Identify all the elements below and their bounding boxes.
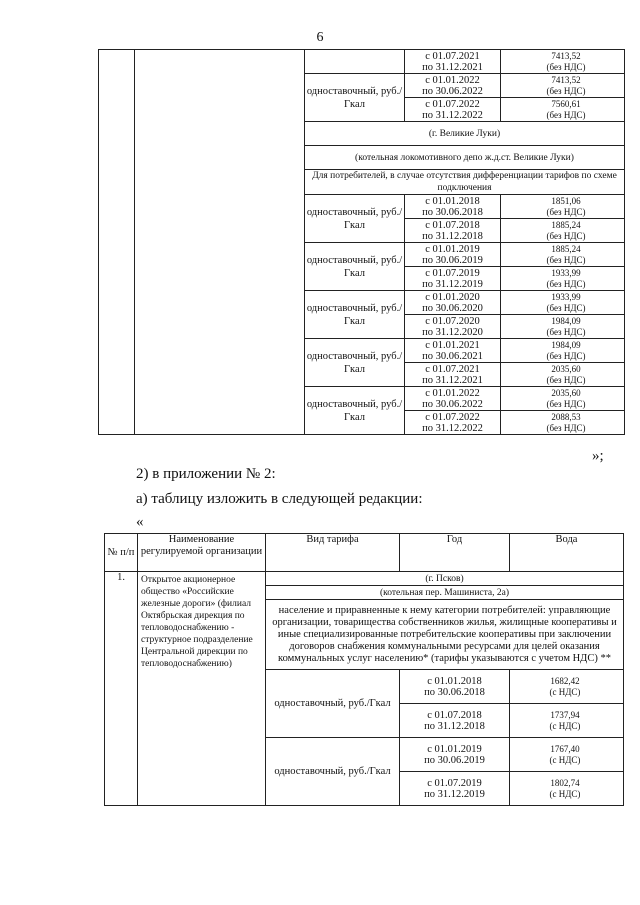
value-cell: 1984,09 (без НДС) xyxy=(501,315,625,339)
period-cell: с 01.01.2019 по 30.06.2019 xyxy=(400,738,510,772)
tariff-type-cell: одноставочный, руб./Гкал xyxy=(266,738,400,806)
period-cell: с 01.07.2018 по 31.12.2018 xyxy=(405,219,501,243)
value-cell: 1682,42 (с НДС) xyxy=(510,670,624,704)
header-num: № п/п xyxy=(105,534,138,572)
tariff-table-pskov xyxy=(104,533,624,806)
value-cell: 2035,60 (без НДС) xyxy=(501,387,625,411)
value-cell: 7560,61 (без НДС) xyxy=(501,98,625,122)
value-cell: 1851,06 (без НДС) xyxy=(501,195,625,219)
organization-name: Открытое акционерное общество «Российские железные дороги» (филиал Октябрьская дирекция по тепловодоснабжению - структурное подразделение Центральной дирекции по тепловодоснабжению) xyxy=(138,572,266,806)
value-cell: 1984,09 (без НДС) xyxy=(501,339,625,363)
period-cell: с 01.01.2019 по 30.06.2019 xyxy=(405,243,501,267)
organization-column-cell xyxy=(135,50,305,435)
opening-quote: « xyxy=(136,514,144,530)
boiler-row: (котельная пер. Машиниста, 2а) xyxy=(266,586,624,600)
value-cell: 1767,40 (с НДС) xyxy=(510,738,624,772)
population-category-row: население и приравненные к нему категории потребителей: управляющие организации, товарищества собственников жилья, жилищные кооперативы и иные специализированные потребительские кооперативы при заключении договоров снабжения коммунальными ресурсами для целей оказания коммунальных услуг населению* (тарифы указываются с учетом НДС) ** xyxy=(266,600,624,670)
period-cell: с 01.01.2018 по 30.06.2018 xyxy=(400,670,510,704)
value-cell: 1933,99 (без НДС) xyxy=(501,267,625,291)
tariff-type-cell: одноставочный, руб./Гкал xyxy=(305,339,405,387)
city-row: (г. Псков) xyxy=(266,572,624,586)
period-cell: с 01.01.2022 по 30.06.2022 xyxy=(405,387,501,411)
period-cell: с 01.07.2022 по 31.12.2022 xyxy=(405,411,501,435)
period-cell: с 01.07.2021 по 31.12.2021 xyxy=(405,50,501,74)
period-cell: с 01.07.2018 по 31.12.2018 xyxy=(400,704,510,738)
value-cell: 1933,99 (без НДС) xyxy=(501,291,625,315)
paragraph-table-edit: а) таблицу изложить в следующей редакции: xyxy=(136,491,423,507)
value-cell: 1885,24 (без НДС) xyxy=(501,243,625,267)
paragraph-appendix-2: 2) в приложении № 2: xyxy=(136,466,276,482)
period-cell: с 01.07.2022 по 31.12.2022 xyxy=(405,98,501,122)
header-tariff-type: Вид тарифа xyxy=(266,534,400,572)
value-cell: 7413,52 (без НДС) xyxy=(501,50,625,74)
tariff-type-cell: одноставочный, руб./Гкал xyxy=(305,291,405,339)
value-cell: 1737,94 (с НДС) xyxy=(510,704,624,738)
value-cell: 1802,74 (с НДС) xyxy=(510,772,624,806)
closing-quote: »; xyxy=(592,448,604,464)
boiler-row: (котельная локомотивного депо ж.д.ст. Великие Луки) xyxy=(305,146,625,170)
period-cell: с 01.07.2019 по 31.12.2019 xyxy=(405,267,501,291)
number-column-cell xyxy=(99,50,135,435)
period-cell: с 01.07.2019 по 31.12.2019 xyxy=(400,772,510,806)
period-cell: с 01.07.2020 по 31.12.2020 xyxy=(405,315,501,339)
consumer-category-row: Для потребителей, в случае отсутствия дифференциации тарифов по схеме подключения xyxy=(305,170,625,195)
tariff-type-cell: одноставочный, руб./Гкал xyxy=(305,243,405,291)
header-organization: Наименование регулируемой организации xyxy=(138,534,266,572)
period-cell: с 01.07.2021 по 31.12.2021 xyxy=(405,363,501,387)
page-number: 6 xyxy=(316,30,324,45)
city-row: (г. Великие Луки) xyxy=(305,122,625,146)
value-cell: 2035,60 (без НДС) xyxy=(501,363,625,387)
tariff-type-cell xyxy=(305,50,405,74)
row-number: 1. xyxy=(105,572,138,806)
tariff-type-cell: одноставочный, руб./Гкал xyxy=(305,195,405,243)
value-cell: 2088,53 (без НДС) xyxy=(501,411,625,435)
period-cell: с 01.01.2018 по 30.06.2018 xyxy=(405,195,501,219)
header-water: Вода xyxy=(510,534,624,572)
header-year: Год xyxy=(400,534,510,572)
value-cell: 7413,52 (без НДС) xyxy=(501,74,625,98)
tariff-type-cell: одноставочный, руб./Гкал xyxy=(305,74,405,122)
tariff-type-cell: одноставочный, руб./Гкал xyxy=(266,670,400,738)
period-cell: с 01.01.2021 по 30.06.2021 xyxy=(405,339,501,363)
period-cell: с 01.01.2020 по 30.06.2020 xyxy=(405,291,501,315)
tariff-type-cell: одноставочный, руб./Гкал xyxy=(305,387,405,435)
period-cell: с 01.01.2022 по 30.06.2022 xyxy=(405,74,501,98)
tariff-table-velikie-luki xyxy=(98,49,625,435)
value-cell: 1885,24 (без НДС) xyxy=(501,219,625,243)
